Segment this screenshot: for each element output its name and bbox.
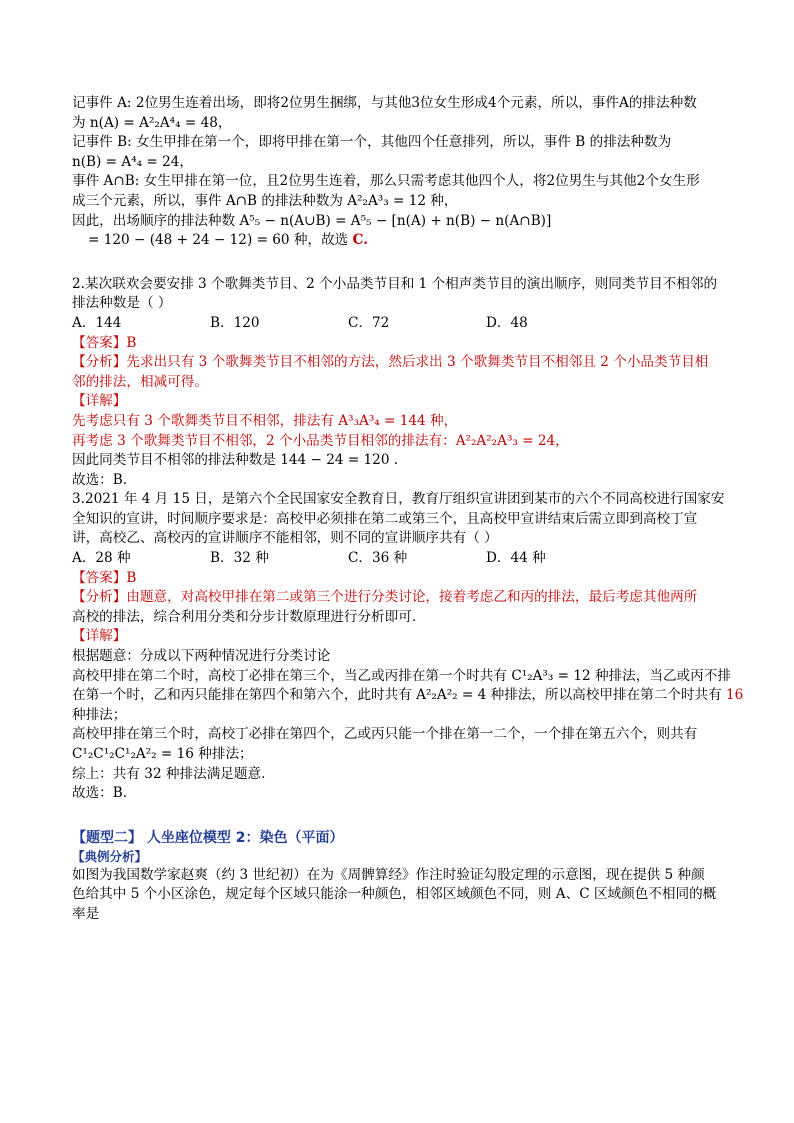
solution-line: 为 n(A) = A²₂A⁴₄ = 48， bbox=[72, 114, 232, 131]
question-stem: 2.某次联欢会要安排 3 个歌舞类节目、2 个小品类节目和 1 个相声类节目的演出顺序，则同类节目不相邻的 bbox=[72, 275, 718, 292]
question-2 bbox=[72, 275, 732, 491]
spacer bbox=[72, 804, 732, 828]
option-b: B．120 bbox=[210, 314, 260, 331]
detail-label: 【详解】 bbox=[72, 393, 127, 410]
example-text: 如图为我国数学家赵爽（约 3 世纪初）在为《周髀算经》作注时验证勾股定理的示意图，现在提供 5 种颜 bbox=[72, 866, 705, 883]
answer-options bbox=[72, 314, 732, 334]
analysis-line: 【分析】由题意，对高校甲排在第二或第三个进行分类讨论，接着考虑乙和丙的排法，最后考虑其他两所 bbox=[72, 589, 698, 606]
detail-line: 种排法； bbox=[72, 706, 127, 723]
option-a: A．144 bbox=[72, 314, 122, 331]
question-stem: 3.2021 年 4 月 15 日，是第六个全民国家安全教育日，教育厅组织宣讲团到某市的六个不同高校进行国家安 bbox=[72, 491, 725, 508]
solution-text: = 120 − (48 + 24 − 12) = 60 种，故选 bbox=[88, 232, 349, 249]
solution-line: 因此，出场顺序的排法种数 A⁵₅ − n(A∪B) = A⁵₅ − [n(A) + n(B) − n(A∩B)] bbox=[72, 212, 552, 229]
detail-line: C¹₂C¹₂C¹₂A²₂ = 16 种排法； bbox=[72, 746, 253, 762]
document-page bbox=[72, 94, 744, 925]
analysis-line: 【分析】先求出只有 3 个歌舞类节目不相邻的方法，然后求出 3 个歌舞类节目不相邻且 2 个小品类节目相 bbox=[72, 354, 709, 371]
solution-line: 成三个元素，所以，事件 A∩B 的排法种数为 A²₂A³₃ = 12 种， bbox=[72, 192, 458, 209]
detail-line: 再考虑 3 个歌舞类节目不相邻，2 个小品类节目相邻的排法有：A²₂A²₂A³₃ = 24， bbox=[72, 432, 569, 449]
question-stem: 排法种数是（ ） bbox=[72, 295, 172, 312]
section-title: 【题型二】 人坐座位模型 2：染色（平面） bbox=[72, 829, 344, 846]
solution-line: n(B) = A⁴₄ = 24， bbox=[72, 153, 194, 170]
example-text: 率是 bbox=[72, 905, 100, 922]
detail-line: 先考虑只有 3 个歌舞类节目不相邻，排法有 A³₃A³₄ = 144 种， bbox=[72, 412, 458, 429]
answer-options bbox=[72, 549, 732, 569]
question-3 bbox=[72, 490, 744, 804]
detail-line: 因此同类节目不相邻的排法种数是 144 − 24 = 120 . bbox=[72, 452, 399, 469]
question-stem: 讲，高校乙、高校丙的宣讲顺序不能相邻，则不同的宣讲顺序共有（ ） bbox=[72, 530, 498, 547]
option-c: C．72 bbox=[348, 314, 390, 331]
analysis-line: 邻的排法，相减可得。 bbox=[72, 373, 208, 390]
chosen-option: C. bbox=[352, 232, 368, 249]
solution-line bbox=[72, 231, 732, 251]
option-b: B．32 种 bbox=[210, 550, 269, 567]
section-subhead: 【典例分析】 bbox=[72, 848, 148, 864]
solution-line: 记事件 B: 女生甲排在第一个，即将甲排在第一个，其他四个任意排列，所以，事件 B 的排法种数为 bbox=[72, 134, 672, 151]
spacer bbox=[72, 251, 732, 275]
detail-label: 【详解】 bbox=[72, 628, 127, 645]
question-stem: 全知识的宣讲，时间顺序要求是：高校甲必须排在第二或第三个，且高校甲宣讲结束后需立即到高校丁宣 bbox=[72, 510, 698, 527]
detail-text: 在第一个时，乙和丙只能排在第四个和第六个，此时共有 A²₂A²₂ = 4 种排法，所以高校甲排在第二个时共有 bbox=[72, 687, 722, 704]
option-d: D．44 种 bbox=[486, 550, 546, 567]
answer-line: 【答案】B bbox=[72, 334, 137, 351]
analysis-line: 高校的排法，综合利用分类和分步计数原理进行分析即可. bbox=[72, 608, 417, 625]
detail-line: 综上：共有 32 种排法满足题意. bbox=[72, 765, 266, 782]
solution-line: 记事件 A: 2位男生连着出场，即将2位男生捆绑，与其他3位女生形成4个元素，所以，事件A的排法种数 bbox=[72, 95, 697, 111]
conclusion-line: 故选：B. bbox=[72, 471, 128, 488]
detail-line: 根据题意：分成以下两种情况进行分类讨论 bbox=[72, 648, 331, 665]
section-type-2 bbox=[72, 828, 732, 925]
option-a: A．28 种 bbox=[72, 550, 131, 567]
example-text: 色给其中 5 个小区涂色，规定每个区域只能涂一种颜色，相邻区域颜色不同，则 A、C 区域颜色不相同的概 bbox=[72, 886, 717, 903]
detail-line: 高校甲排在第二个时，高校丁必排在第三个，当乙或丙排在第一个时共有 C¹₂A³₃ = 12 种排法，当乙或丙不排 bbox=[72, 667, 731, 684]
solution-line: 事件 A∩B: 女生甲排在第一位，且2位男生连着，那么只需考虑其他四个人，将2位男生与其他2个女生形 bbox=[72, 173, 700, 190]
highlighted-number: 16 bbox=[726, 687, 744, 704]
answer-line: 【答案】B bbox=[72, 569, 137, 586]
option-c: C．36 种 bbox=[348, 550, 408, 567]
detail-line: 高校甲排在第三个时，高校丁必排在第四个，乙或丙只能一个排在第一二个，一个排在第五六个，则共有 bbox=[72, 726, 698, 743]
detail-line bbox=[72, 686, 744, 706]
previous-solution bbox=[72, 94, 732, 251]
option-d: D．48 bbox=[486, 314, 528, 331]
conclusion-line: 故选：B. bbox=[72, 785, 128, 802]
